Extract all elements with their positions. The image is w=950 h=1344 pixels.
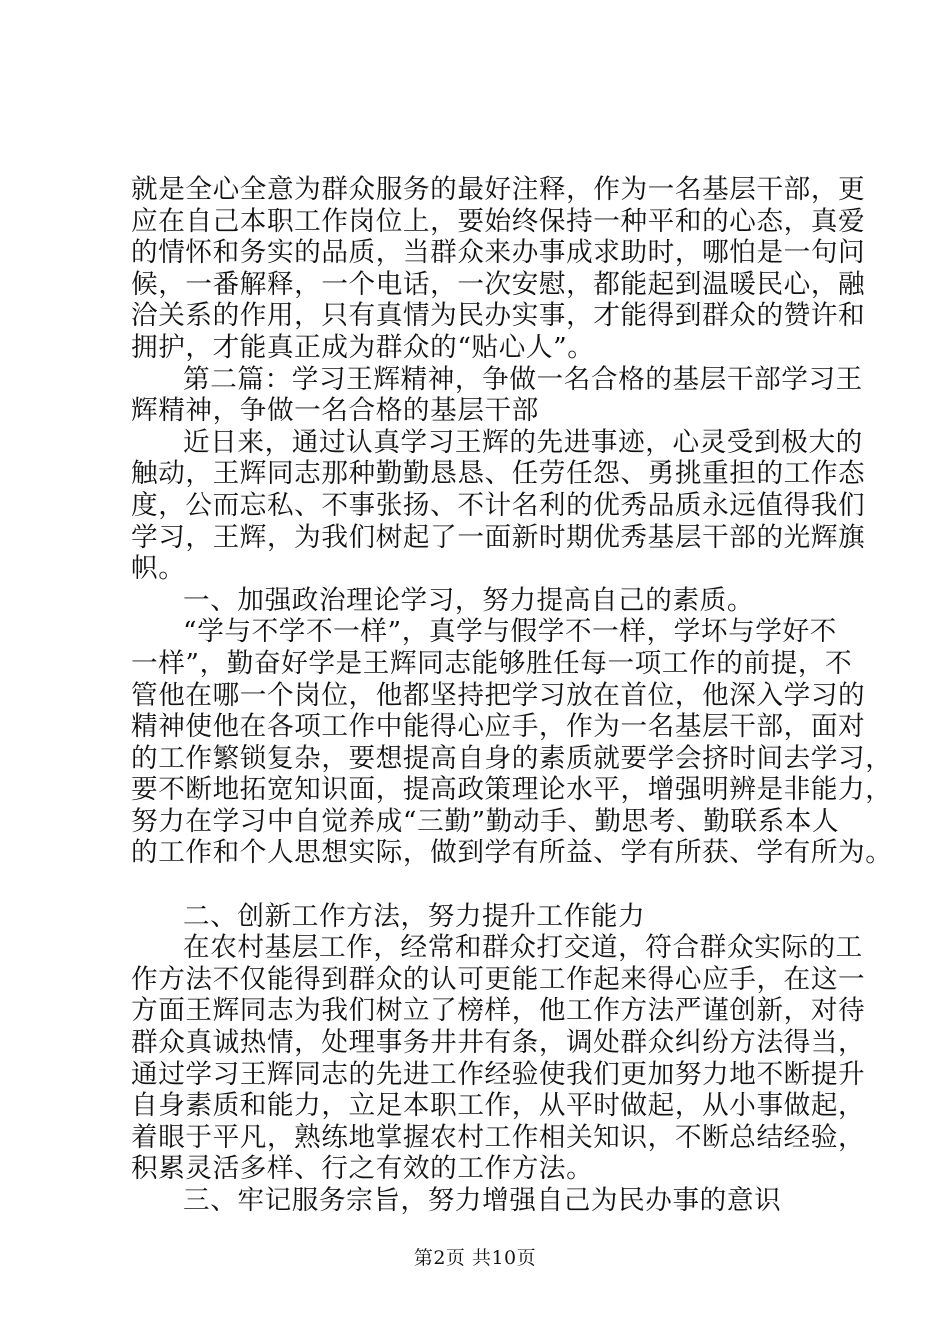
text-line: 的工作繁锁复杂，要想提高自身的素质就要学会挤时间去学习，	[131, 742, 893, 774]
blank-line	[131, 869, 843, 901]
text-line: 积累灵活多样、行之有效的工作方法。	[131, 1153, 594, 1185]
text-line: 触动，王辉同志那种勤勤恳恳、任劳任怨、勇挑重担的工作态	[131, 458, 866, 490]
text-line: 候，一番解释，一个电话，一次安慰，都能起到温暖民心，融	[131, 268, 866, 300]
text-line: 群众真诚热情，处理事务井井有条，调处群众纠纷方法得当，	[131, 1027, 866, 1059]
text-line: 努力在学习中自觉养成“三勤”勤动手、勤思考、勤联系本人	[131, 805, 840, 837]
text-line: 三、牢记服务宗旨，努力增强自己为民办事的意识	[183, 1185, 782, 1216]
text-line: 帜。	[131, 553, 186, 585]
text-line: 学习，王辉，为我们树起了一面新时期优秀基层干部的光辉旗	[131, 521, 866, 553]
text-line: 应在自己本职工作岗位上，要始终保持一种平和的心态，真爱	[131, 205, 866, 237]
text-line: 洽关系的作用，只有真情为民办实事，才能得到群众的赞许和	[131, 300, 866, 332]
text-line: 一、加强政治理论学习，努力提高自己的素质。	[183, 584, 755, 616]
text-line: 辉精神，争做一名合格的基层干部	[131, 395, 539, 427]
text-line: 自身素质和能力，立足本职工作，从平时做起，从小事做起，	[131, 1090, 866, 1122]
text-line: 的情怀和务实的品质，当群众来办事成求助时，哪怕是一句问	[131, 237, 866, 269]
text-line: 近日来，通过认真学习王辉的先进事迹，心灵受到极大的	[183, 426, 863, 458]
text-line: 要不断地拓宽知识面，提高政策理论水平，增强明辨是非能力，	[131, 774, 893, 806]
text-line: 通过学习王辉同志的先进工作经验使我们更加努力地不断提升	[131, 1058, 866, 1090]
text-line: 就是全心全意为群众服务的最好注释，作为一名基层干部，更	[131, 174, 866, 205]
text-line: 的工作和个人思想实际，做到学有所益、学有所获、学有所为。	[131, 837, 893, 869]
text-line: 精神使他在各项工作中能得心应手，作为一名基层干部，面对	[131, 711, 866, 743]
text-line: 作方法不仅能得到群众的认可更能工作起来得心应手，在这一	[131, 963, 866, 995]
text-line: 方面王辉同志为我们树立了榜样，他工作方法严谨创新，对待	[131, 995, 866, 1027]
text-line: 着眼于平凡，熟练地掌握农村工作相关知识，不断总结经验，	[131, 1121, 866, 1153]
text-line: 拥护，才能真正成为群众的“贴心人”。	[131, 331, 595, 363]
text-line: 二、创新工作方法，努力提升工作能力	[183, 900, 646, 932]
document-body	[131, 174, 893, 1217]
text-line: 在农村基层工作，经常和群众打交道，符合群众实际的工	[183, 932, 863, 964]
text-line: “学与不学不一样”，真学与假学不一样，学坏与学好不	[183, 616, 837, 648]
text-line: 度，公而忘私、不事张扬、不计名利的优秀品质永远值得我们	[131, 489, 866, 521]
page-footer: 第2页 共10页	[413, 1247, 537, 1269]
text-line: 一样”，勤奋好学是王辉同志能够胜任每一项工作的前提，不	[131, 647, 853, 679]
text-line: 第二篇：学习王辉精神，争做一名合格的基层干部学习王	[183, 363, 863, 395]
text-line: 管他在哪一个岗位，他都坚持把学习放在首位，他深入学习的	[131, 679, 866, 711]
